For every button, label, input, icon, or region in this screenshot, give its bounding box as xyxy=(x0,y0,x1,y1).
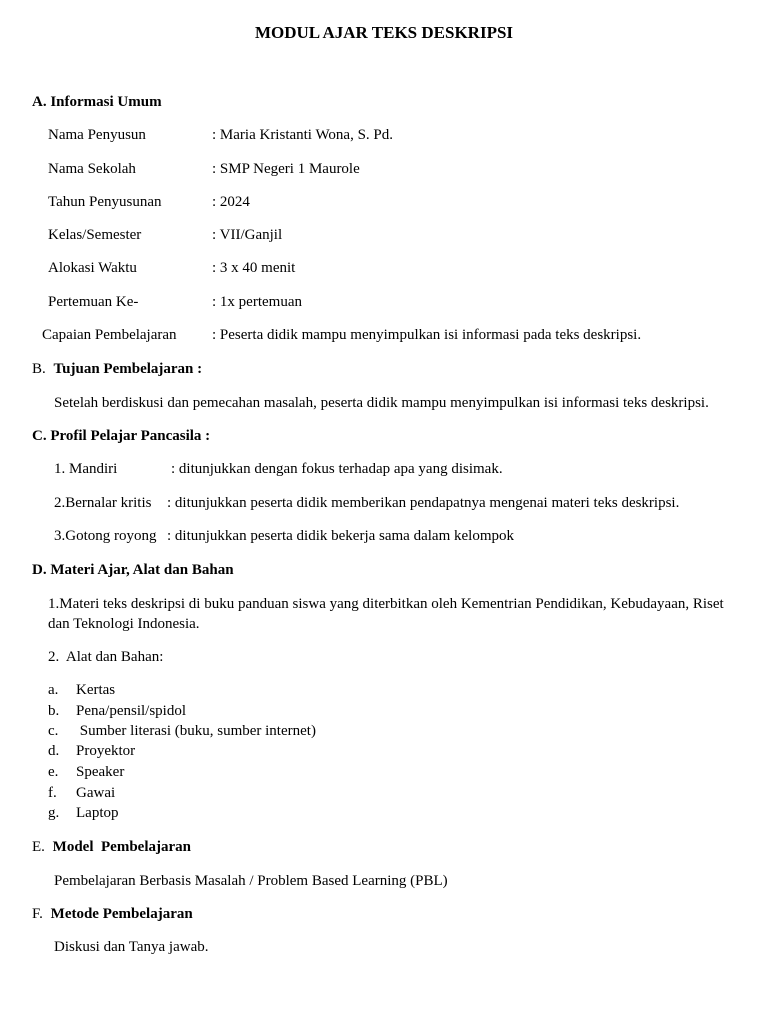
info-value-alokasi-waktu: : 3 x 40 menit xyxy=(212,260,296,276)
info-label-capaian: Capaian Pembelajaran xyxy=(42,327,177,343)
info-value-kelas-semester: : VII/Ganjil xyxy=(212,227,283,243)
list-marker-g: g. xyxy=(48,805,60,821)
list-marker-f: f. xyxy=(48,785,57,801)
section-e-heading xyxy=(32,838,191,856)
info-value-nama-sekolah: : SMP Negeri 1 Maurole xyxy=(212,161,360,177)
section-f-title: Metode Pembelajaran xyxy=(50,906,193,922)
list-marker-b: b. xyxy=(48,703,60,719)
info-value-tahun-penyusunan: : 2024 xyxy=(212,194,250,210)
list-item-gawai: Gawai xyxy=(76,785,116,801)
section-d-heading: D. Materi Ajar, Alat dan Bahan xyxy=(32,562,234,578)
list-item-kertas: Kertas xyxy=(76,682,116,698)
profile-label-mandiri: 1. Mandiri xyxy=(54,461,118,477)
section-f-heading xyxy=(32,905,193,923)
info-value-pertemuan: : 1x pertemuan xyxy=(212,294,302,310)
info-label-nama-penyusun: Nama Penyusun xyxy=(48,127,146,143)
profile-label-bernalar: 2.Bernalar kritis xyxy=(54,495,152,511)
list-item-pena: Pena/pensil/spidol xyxy=(76,703,186,719)
list-marker-a: a. xyxy=(48,682,59,698)
section-b-prefix: B. xyxy=(32,361,46,377)
list-marker-c: c. xyxy=(48,723,59,739)
section-a-heading: A. Informasi Umum xyxy=(32,94,162,110)
section-b-text: Setelah berdiskusi dan pemecahan masalah, peserta didik mampu menyimpulkan isi informasi teks deskripsi. xyxy=(54,395,709,411)
list-item-laptop: Laptop xyxy=(76,805,119,821)
info-label-tahun-penyusunan: Tahun Penyusunan xyxy=(48,194,162,210)
section-c-heading: C. Profil Pelajar Pancasila : xyxy=(32,428,211,444)
section-e-text: Pembelajaran Berbasis Masalah / Problem Based Learning (PBL) xyxy=(54,873,448,889)
section-f-prefix: F. xyxy=(32,906,43,922)
profile-value-mandiri: : ditunjukkan dengan fokus terhadap apa yang disimak. xyxy=(171,461,503,477)
list-marker-e: e. xyxy=(48,764,59,780)
info-label-alokasi-waktu: Alokasi Waktu xyxy=(48,260,137,276)
profile-label-gotong-royong: 3.Gotong royong xyxy=(54,528,157,544)
page-title: MODUL AJAR TEKS DESKRIPSI xyxy=(254,23,514,42)
info-label-kelas-semester: Kelas/Semester xyxy=(48,227,142,243)
section-d-materi: 1.Materi teks deskripsi di buku panduan siswa yang diterbitkan oleh Kementrian Pendidikan, Kebudayaan, Riset dan Teknologi Indonesia. xyxy=(48,596,724,632)
section-e-title: Model Pembelajaran xyxy=(52,839,191,855)
section-d-alat-heading: 2. Alat dan Bahan: xyxy=(48,649,164,665)
info-value-capaian: : Peserta didik mampu menyimpulkan isi informasi pada teks deskripsi. xyxy=(212,327,642,343)
profile-value-gotong-royong: : ditunjukkan peserta didik bekerja sama dalam kelompok xyxy=(167,528,514,544)
section-b-title: Tujuan Pembelajaran : xyxy=(53,361,203,377)
info-label-pertemuan: Pertemuan Ke- xyxy=(48,294,139,310)
info-value-nama-penyusun: : Maria Kristanti Wona, S. Pd. xyxy=(212,127,394,143)
info-label-nama-sekolah: Nama Sekolah xyxy=(48,161,136,177)
section-b-heading xyxy=(32,360,202,378)
list-item-speaker: Speaker xyxy=(76,764,125,780)
section-f-text: Diskusi dan Tanya jawab. xyxy=(54,939,209,955)
list-item-proyektor: Proyektor xyxy=(76,743,136,759)
list-item-sumber: Sumber literasi (buku, sumber internet) xyxy=(76,723,316,739)
list-marker-d: d. xyxy=(48,743,60,759)
profile-value-bernalar: : ditunjukkan peserta didik memberikan pendapatnya mengenai materi teks deskripsi. xyxy=(167,495,680,511)
section-e-prefix: E. xyxy=(32,839,45,855)
